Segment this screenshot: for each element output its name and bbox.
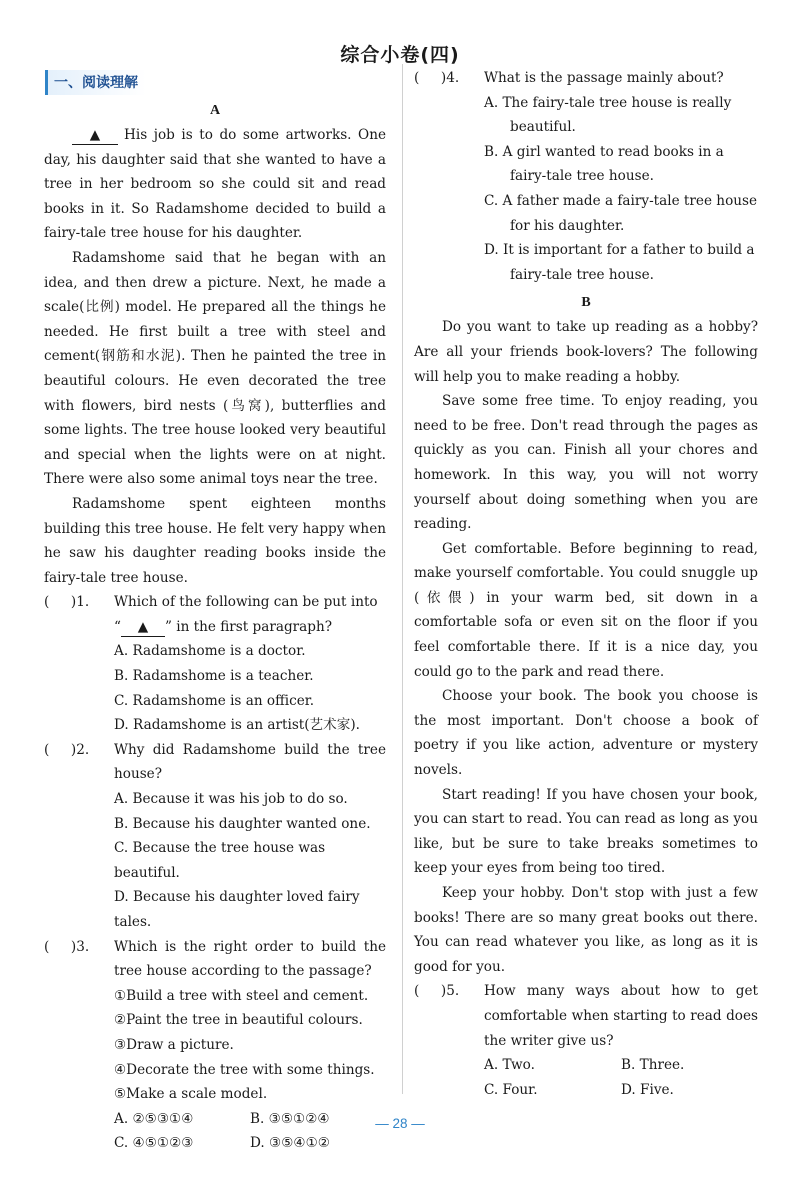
answer-bracket[interactable]: ( )2. (44, 741, 90, 758)
question-text: What is the passage mainly about? (484, 70, 724, 86)
question-4 (414, 66, 758, 287)
column-divider (402, 64, 403, 1094)
passage-b-paragraph-2: Save some free time. To enjoy reading, you need to be free. Don't read through the pages as quickly as you can. Finish all your chores and homework. In this way, you will not worry yourself about doing something when you are reading. (414, 393, 758, 533)
section-heading: 一、阅读理解 (45, 70, 146, 95)
passage-b-paragraph-5: Start reading! If you have chosen your book, you can start to read. You can read as long as you like, but be sure to take breaks sometimes to keep your eyes from being too tired. (414, 786, 758, 877)
option-c[interactable]: C. Because the tree house was beautiful. (114, 840, 326, 881)
option-d[interactable]: D. ③⑤④①② (250, 1135, 330, 1152)
passage-b-paragraph-3: Get comfortable. Before beginning to read, make yourself comfortable. You could snuggle up (依偎) in your warm bed, sit down in a comfortable sofa or even sit on the floor if you feel comfortable there. If it is a nice day, you could go to the park and read there. (414, 540, 758, 680)
option-c[interactable]: C. ④⑤①②③ (114, 1135, 194, 1152)
option-d[interactable]: D. Five. (621, 1081, 674, 1098)
question-text: How many ways about how to get comfortable when starting to read does the writer give us? (484, 983, 758, 1049)
answer-blank: ▲ (72, 126, 118, 145)
passage-a-paragraph-3: Radamshome spent eighteen months building this tree house. He felt very happy when he saw his daughter reading books inside the fairy-tale tree house. (44, 495, 386, 586)
step-item: ④Decorate the tree with some things. (114, 1061, 375, 1078)
passage-b-letter: B (581, 295, 591, 311)
question-text: Why did Radamshome build the tree house? (114, 741, 386, 783)
page-title: 综合小卷(四) (340, 44, 460, 66)
step-item: ③Draw a picture. (114, 1036, 234, 1053)
left-column (44, 70, 386, 1156)
right-column (414, 66, 758, 1102)
option-b[interactable]: B. Because his daughter wanted one. (114, 815, 371, 832)
option-b[interactable]: B. Three. (621, 1057, 685, 1074)
answer-bracket[interactable]: ( )1. (44, 594, 90, 611)
passage-a-paragraph-2: Radamshome said that he began with an idea, and then drew a picture. Next, he made a scale(比例) model. He prepared all the things he needed. He first built a tree with steel and cement(钢筋和水泥). Then he painted the tree in beautiful colours. He even decorated the tree with flowers, bird nests (鸟窝), butterflies and some lights. The tree house looked very beautiful and special when the lights were on at night. There were also some animal toys near the tree. (44, 249, 386, 488)
option-d[interactable]: D. Radamshome is an artist(艺术家). (114, 717, 360, 734)
question-5 (414, 979, 758, 1102)
option-b[interactable]: B. A girl wanted to read books in a fairy-tale tree house. (484, 143, 724, 185)
option-d[interactable]: D. It is important for a father to build a fairy-tale tree house. (484, 242, 755, 283)
option-a[interactable]: A. Because it was his job to do so. (114, 791, 348, 808)
passage-a-letter: A (209, 103, 221, 118)
option-b[interactable]: B. Radamshome is a teacher. (114, 668, 314, 685)
step-item: ⑤Make a scale model. (114, 1086, 268, 1103)
option-a[interactable]: A. ②⑤③①④ (114, 1110, 194, 1127)
question-text: Which is the right order to build the tree house according to the passage? (114, 938, 386, 980)
option-b[interactable]: B. ③⑤①②④ (250, 1110, 330, 1127)
answer-bracket[interactable]: ( )5. (414, 983, 460, 1000)
step-item: ①Build a tree with steel and cement. (114, 987, 369, 1004)
option-row (44, 1131, 386, 1156)
question-text: Which of the following can be put into “ ▲ ” in the first paragraph? (114, 594, 378, 635)
answer-bracket[interactable]: ( )3. (44, 938, 90, 955)
step-item: ②Paint the tree in beautiful colours. (114, 1012, 363, 1029)
passage-b-paragraph-4: Choose your book. The book you choose is the most important. Don't choose a book of poetry if you like action, adventure or mystery novels. (414, 688, 758, 779)
answer-blank: ▲ (121, 618, 165, 637)
question-2 (44, 738, 386, 935)
passage-b-paragraph-1: Do you want to take up reading as a hobby? Are all your friends book-lovers? The following will help you to make reading a hobby. (414, 319, 758, 385)
option-c[interactable]: C. Radamshome is an officer. (114, 692, 315, 709)
option-a[interactable]: A. The fairy-tale tree house is really beautiful. (484, 94, 732, 136)
passage-a-paragraph-1: ▲ His job is to do some artworks. One day, his daughter said that she wanted to have a tree in her bedroom so she could sit and read books in it. So Radamshome decided to build a fairy-tale tree house for his daughter. (44, 127, 386, 242)
answer-bracket[interactable]: ( )4. (414, 70, 460, 86)
option-row (414, 1078, 758, 1103)
page-number: — 28 — (375, 1116, 425, 1131)
option-a[interactable]: A. Two. (484, 1057, 535, 1074)
passage-b-paragraph-6: Keep your hobby. Don't stop with just a few books! There are so many great books out there. You can read whatever you like, as long as it is good for you. (414, 885, 758, 975)
option-row (414, 1053, 758, 1078)
question-1 (44, 590, 386, 738)
option-c[interactable]: C. Four. (484, 1081, 538, 1098)
option-a[interactable]: A. Radamshome is a doctor. (114, 643, 306, 660)
option-c[interactable]: C. A father made a fairy-tale tree house for his daughter. (484, 192, 758, 234)
option-d[interactable]: D. Because his daughter loved fairy tales. (114, 889, 360, 930)
